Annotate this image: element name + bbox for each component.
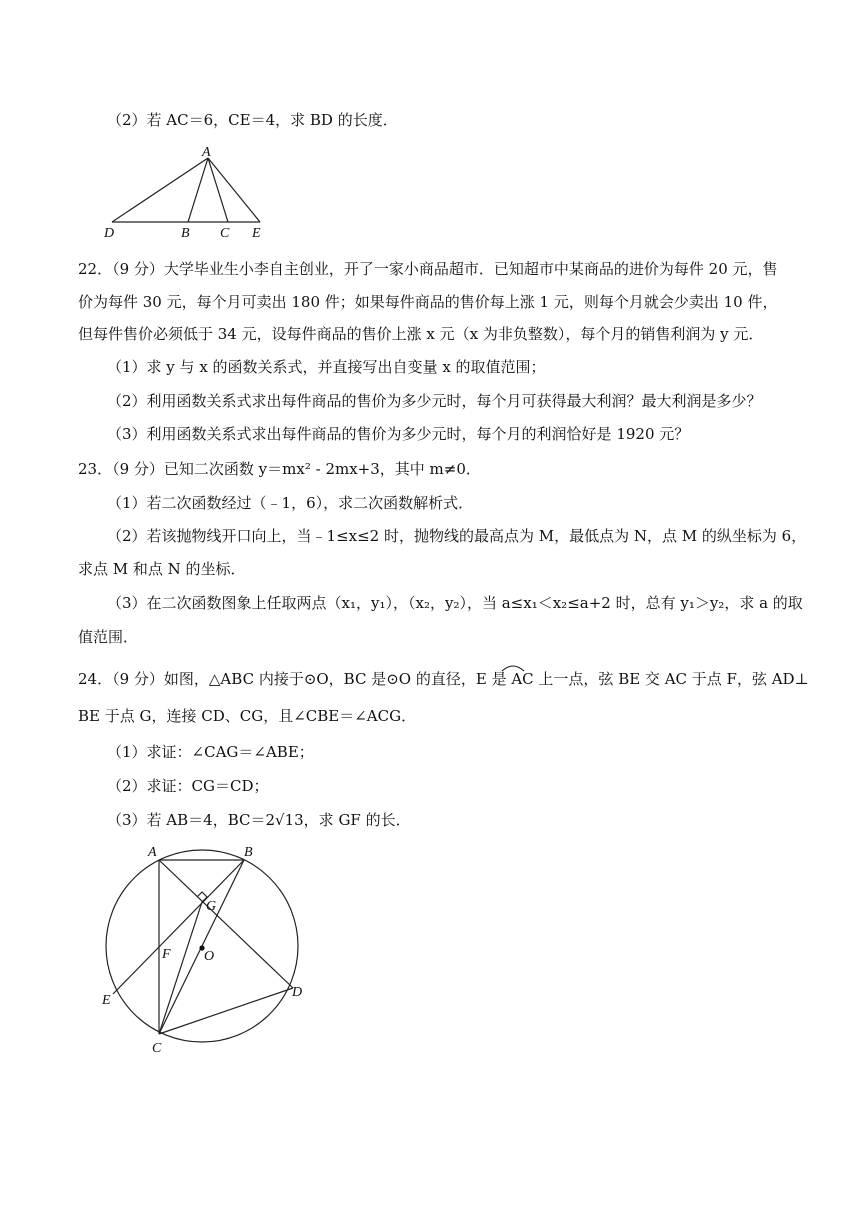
q24-part1: （1）求证：∠CAG＝∠ABE； xyxy=(107,743,314,761)
q23-part3b: 值范围． xyxy=(78,628,139,646)
label-B: B xyxy=(181,226,190,240)
q21-triangle-figure xyxy=(98,144,278,240)
arc-symbol xyxy=(500,662,526,672)
label-D: D xyxy=(292,985,303,1000)
q22-part3: （3）利用函数关系式求出每件商品的售价为多少元时，每个月的利润恰好是 1920 元？ xyxy=(107,425,690,443)
q24-circle-figure xyxy=(96,838,326,1058)
q23-line1: 23．（9 分）已知二次函数 y＝mx² - 2mx+3，其中 m≠0． xyxy=(78,460,481,478)
q23-part3a: （3）在二次函数图象上任取两点（x₁，y₁），（x₂，y₂），当 a≤x₁＜x₂≤a+2 时，总有 y₁＞y₂，求 a 的取 xyxy=(107,594,803,612)
label-A: A xyxy=(202,145,211,160)
q21-part2: （2）若 AC＝6，CE＝4，求 BD 的长度． xyxy=(107,111,398,129)
q24-line2: BE 于点 G，连接 CD、CG，且∠CBE＝∠ACG． xyxy=(78,707,417,725)
label-G: G xyxy=(206,899,217,914)
q24-line1: 24．（9 分）如图，△ABC 内接于⊙O，BC 是⊙O 的直径，E 是 AC 上一点，弦 BE 交 AC 于点 F，弦 AD⊥ xyxy=(78,670,809,688)
label-C: C xyxy=(220,226,230,240)
label-B: B xyxy=(244,845,253,860)
label-E: E xyxy=(252,226,261,240)
q23-part2a: （2）若该抛物线开口向上，当﹣1≤x≤2 时，抛物线的最高点为 M，最低点为 N，点 M 的纵坐标为 6， xyxy=(107,527,807,545)
label-O: O xyxy=(204,949,215,964)
q22-line1: 22．（9 分）大学毕业生小李自主创业，开了一家小商品超市．已知超市中某商品的进价为每件 20 元，售 xyxy=(78,260,778,278)
q22-part2: （2）利用函数关系式求出每件商品的售价为多少元时，每个月可获得最大利润？最大利润是多少？ xyxy=(107,392,762,410)
label-C: C xyxy=(152,1041,162,1056)
q22-line2: 价为每件 30 元，每个月可卖出 180 件；如果每件商品的售价每上涨 1 元，则每个月就会少卖出 10 件， xyxy=(78,293,778,311)
q22-part1: （1）求 y 与 x 的函数关系式，并直接写出自变量 x 的取值范围； xyxy=(107,358,546,376)
label-E: E xyxy=(102,993,111,1008)
label-D: D xyxy=(104,226,115,240)
q24-part3: （3）若 AB＝4，BC＝2√13，求 GF 的长． xyxy=(107,811,411,829)
q23-part1: （1）若二次函数经过（﹣1，6），求二次函数解析式． xyxy=(107,494,474,512)
q23-part2b: 求点 M 和点 N 的坐标． xyxy=(78,560,246,578)
q24-part2: （2）求证：CG＝CD； xyxy=(107,777,269,795)
label-F: F xyxy=(162,947,171,962)
label-A: A xyxy=(148,845,157,860)
q22-line3: 但每件售价必须低于 34 元，设每件商品的售价上涨 x 元（x 为非负整数），每个月的销售利润为 y 元． xyxy=(78,325,764,343)
